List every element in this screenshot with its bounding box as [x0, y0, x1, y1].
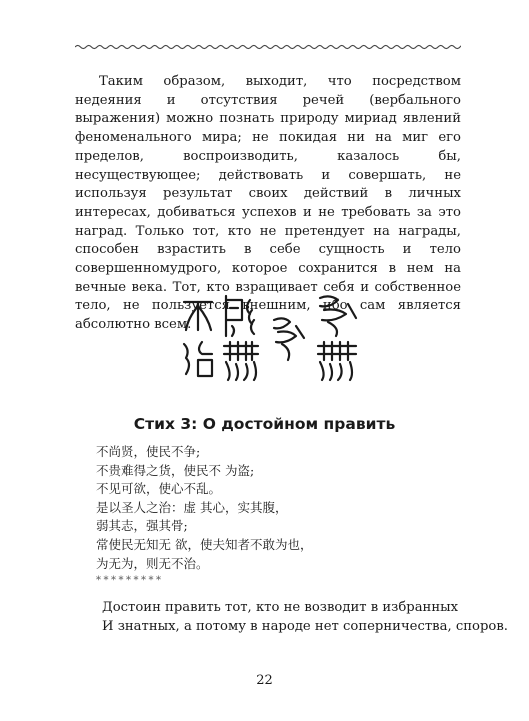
chinese-verse-line: 常使民无知无 欲，使夫知者不敢为也，	[96, 536, 313, 552]
chinese-verse-line: 为无为，则无不治。	[96, 555, 209, 571]
russian-translation	[102, 598, 508, 636]
seal-script-image	[178, 290, 366, 386]
seal-glyph-wei-2	[274, 318, 304, 360]
body-paragraph: Таким образом, выходит, что посредством недеяния и отсутствия речей (вербального выражения) можно познать природу мириад явлений феноменального мира; не покидая ни на миг его пределов, воспроизводить, казалось бы, несуществующее; действовать и совершать, не используя результат своих действий в личных интересах, добиваться успехов и не требовать за это наград. Только тот, кто не претендует на награды, способен взрастить в себе сущность и тело совершенномудрого, которое сохранится в нем на вечные века. Тот, кто взращивает себя и собственное тело, не пользуется внешним, ибо сам является абсолютно всем.	[75, 74, 461, 333]
chinese-verse-line: 弱其志，强其骨;	[96, 518, 188, 534]
seal-glyph-wei-3	[320, 296, 356, 336]
seal-glyph-wei	[226, 296, 254, 336]
seal-glyph-zhi	[184, 342, 212, 376]
translation-line: Достоин править тот, кто не возводит в избранных	[102, 600, 459, 615]
chinese-verse	[96, 443, 456, 573]
seal-glyph-wu-1	[224, 342, 258, 380]
chinese-verse-line: 不贵难得之货，使民不 为盗;	[96, 462, 255, 478]
page-number: 22	[256, 673, 273, 688]
chinese-verse-line: 是以圣人之治：虚 其心，实其腹，	[96, 499, 288, 515]
seal-glyph-wu-2	[318, 342, 356, 380]
translation-line: И знатных, а потому в народе нет соперничества, споров.	[102, 619, 508, 634]
star-separator: *********	[96, 575, 164, 586]
chinese-verse-line: 不见可欲，使心不乱。	[96, 481, 222, 497]
chinese-verse-line: 不尚贤，使民不争;	[96, 444, 201, 459]
seal-glyph-bu	[184, 302, 212, 330]
seal-script-characters	[178, 290, 366, 386]
verse-title: Стих 3: О достойном править	[133, 415, 396, 433]
decorative-wave-divider	[75, 40, 461, 54]
